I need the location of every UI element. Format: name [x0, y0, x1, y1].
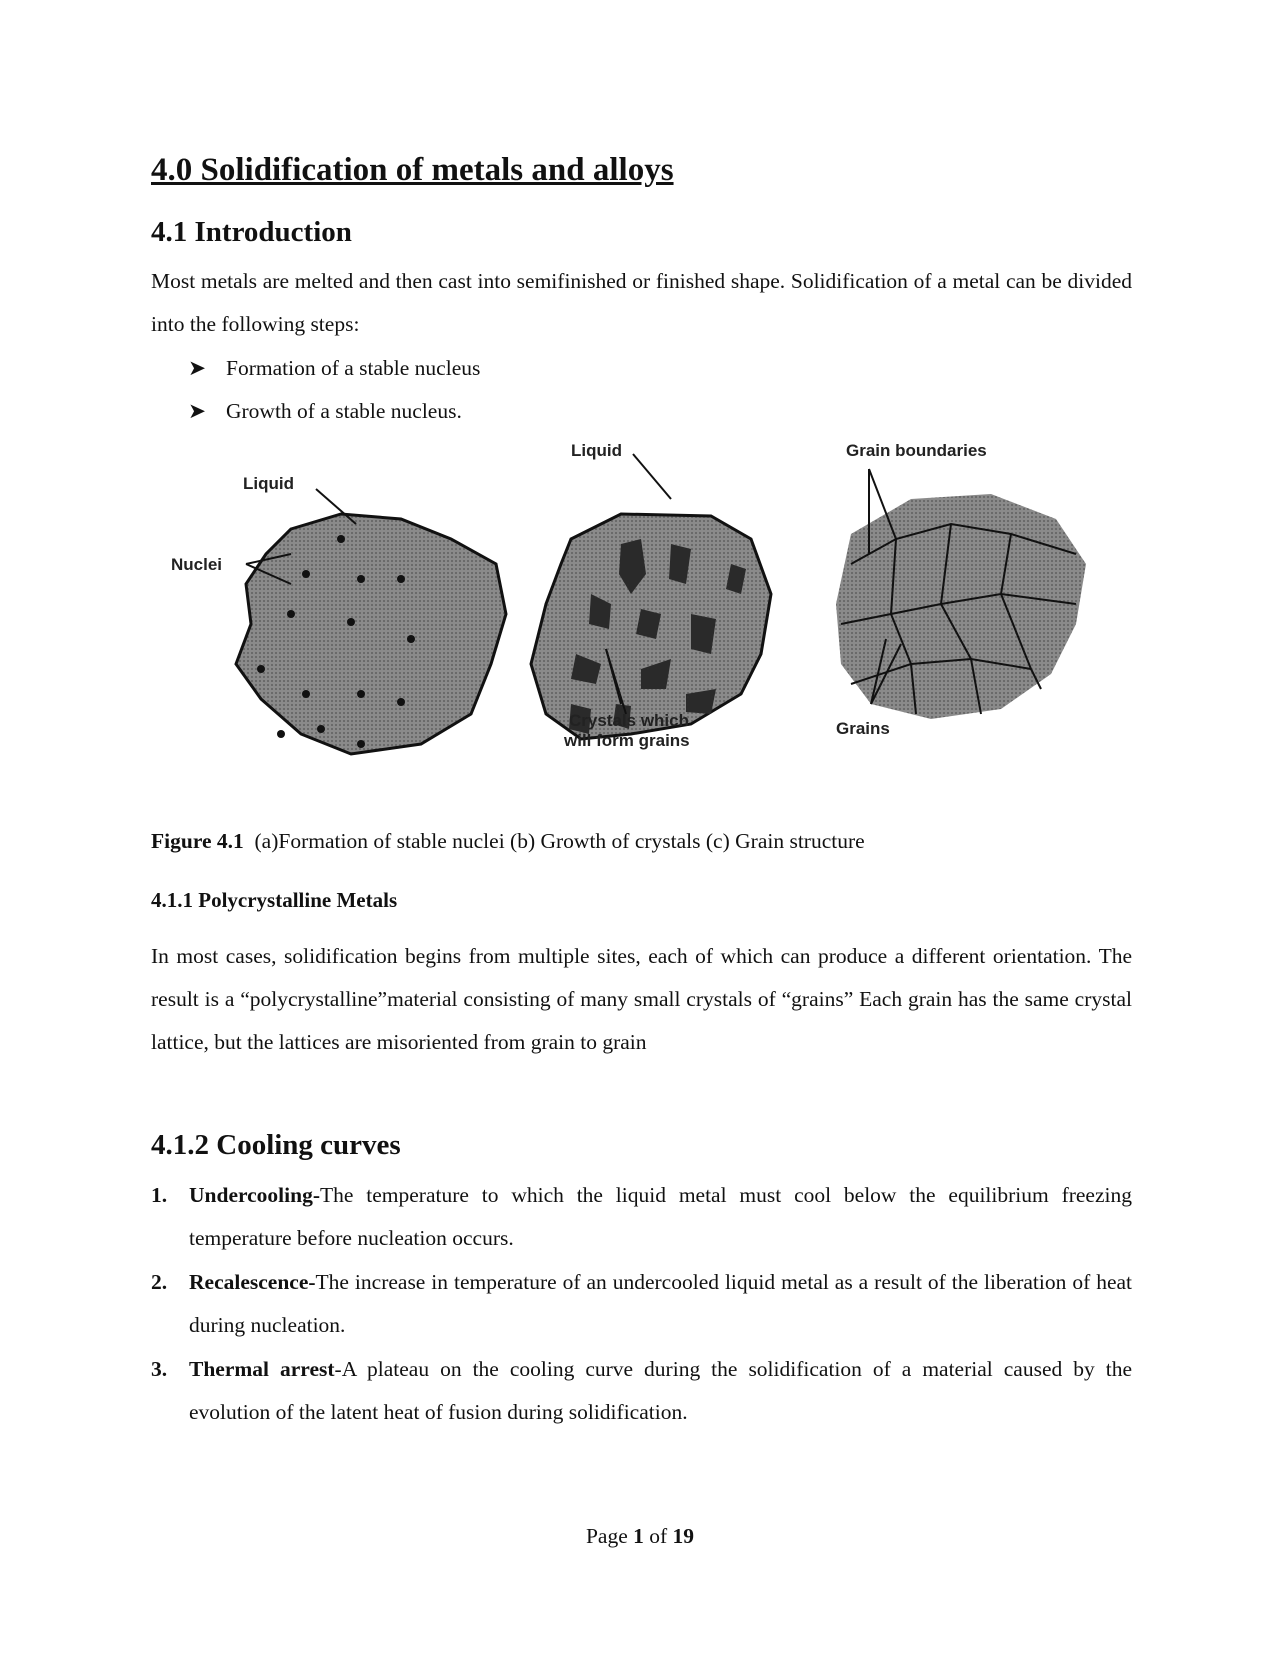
- liquid-blob-a: [236, 514, 506, 754]
- bullet-item: [188, 347, 480, 390]
- footer-prefix: Page: [585, 1524, 634, 1548]
- total-pages: 19: [672, 1524, 695, 1548]
- bullet-item: [188, 390, 462, 433]
- subsection-heading-cooling-curves: 4.1.2 Cooling curves: [151, 1129, 401, 1161]
- definition: The increase in temperature of an undercooled liquid metal as a result of the liberation of heat during nucleation.: [189, 1270, 1132, 1337]
- label-grains: Grains: [836, 719, 890, 738]
- label-liquid-a: Liquid: [243, 474, 294, 493]
- term: Thermal arrest: [189, 1357, 335, 1381]
- grain-structure-blob: [836, 494, 1086, 719]
- term: Undercooling-: [189, 1183, 320, 1207]
- list-number: 3.: [151, 1357, 168, 1381]
- label-grain-boundaries: Grain boundaries: [846, 444, 987, 460]
- cooling-definitions-list: [151, 1174, 1132, 1435]
- label-liquid-b: Liquid: [571, 444, 622, 460]
- definition: -A plateau on the cooling curve during the solidification of a material caused by the evolution of the latent heat of fusion during solidification.: [189, 1357, 1132, 1424]
- list-number: 2.: [151, 1270, 168, 1294]
- label-nuclei: Nuclei: [171, 555, 223, 574]
- figure-caption-label: Figure 4.1: [151, 829, 244, 853]
- subsection-heading-polycrystalline: 4.1.1 Polycrystalline Metals: [151, 888, 398, 912]
- page-title: 4.0 Solidification of metals and alloys: [151, 152, 674, 188]
- section-heading-introduction: 4.1 Introduction: [151, 216, 352, 248]
- bullet-text: Growth of a stable nucleus.: [226, 399, 462, 423]
- footer-of: of: [643, 1524, 673, 1548]
- figure-solidification-stages: [151, 444, 1132, 774]
- arrowhead-bullet-icon: ➤: [188, 399, 207, 423]
- arrowhead-bullet-icon: ➤: [188, 356, 207, 380]
- figure-caption-text: (a)Formation of stable nuclei (b) Growth of crystals (c) Grain structure: [254, 829, 865, 853]
- label-crystals-line1: Crystals which: [569, 711, 689, 730]
- list-item: [151, 1174, 1132, 1260]
- list-item: [151, 1348, 1132, 1434]
- page-footer: [0, 1524, 1280, 1549]
- list-number: 1.: [151, 1183, 168, 1207]
- label-crystals-line2: will form grains: [564, 731, 690, 750]
- current-page: 1: [633, 1524, 644, 1548]
- figure-caption: [151, 829, 865, 854]
- intro-paragraph: Most metals are melted and then cast into semifinished or finished shape. Solidification of a metal can be divided into the following steps:: [151, 269, 1132, 336]
- term: Recalescence-: [189, 1270, 316, 1294]
- polycrystalline-paragraph: In most cases, solidification begins from multiple sites, each of which can produce a different orientation. The result is a “polycrystalline”material consisting of many small crystals of “grains” Each grain has the same crystal lattice, but the lattices are misoriented from grain to grain: [151, 944, 1132, 1054]
- definition: The temperature to which the liquid metal must cool below the equilibrium freezing temperature before nucleation occurs.: [189, 1183, 1132, 1250]
- bullet-text: Formation of a stable nucleus: [226, 356, 481, 380]
- list-item: [151, 1261, 1132, 1347]
